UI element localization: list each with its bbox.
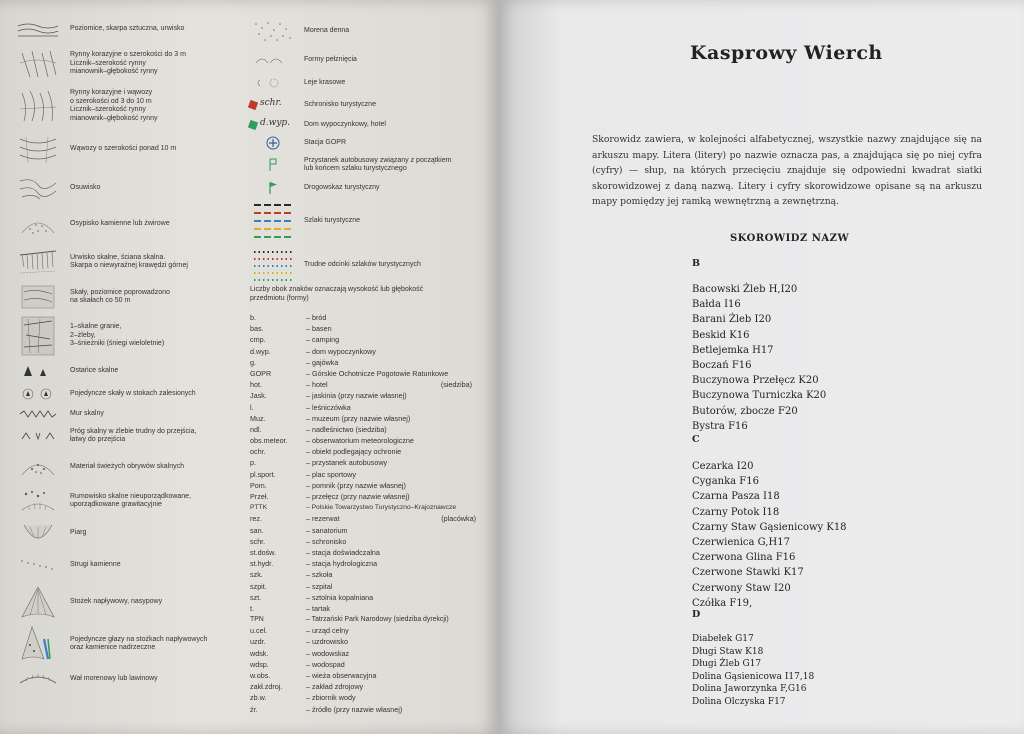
section-letter-d: D	[692, 609, 701, 620]
abbreviation-row: l. – leśniczówka	[250, 402, 351, 412]
legend-item: Szlaki turystyczne	[248, 198, 486, 244]
moraine-rampart-icon	[12, 671, 64, 687]
legend-item: Morena denna	[248, 14, 486, 48]
page-title: Kasprowy Wierch	[690, 42, 883, 64]
debris-cone-icon	[12, 521, 64, 545]
abbreviation-row: san. – sanatorium	[250, 525, 348, 535]
legend-item: Osuwisko	[12, 170, 237, 206]
index-entry: Długi Staw K18	[692, 646, 764, 657]
abbreviation-row: uzdr. – uzdrowisko	[250, 637, 348, 647]
index-entry: Czerwony Staw I20	[692, 582, 791, 594]
legend-item: Mur skalny	[12, 406, 237, 422]
legend-item: Stożek napływowy, nasypowy	[12, 582, 237, 622]
abbreviation-row: schr. – schronisko	[250, 536, 347, 546]
legend-item: Strugi kamienne	[12, 548, 237, 582]
abbreviation-row: ndl. – nadleśnictwo (siedziba)	[250, 424, 387, 434]
abbreviation-row: wdsp. – wodospad	[250, 659, 345, 669]
legend-column-terrain	[12, 14, 237, 692]
abbreviation-list	[248, 312, 486, 715]
index-entry: Czarny Staw Gąsienicowy K18	[692, 521, 847, 533]
abbreviation-row: w.obs. – wieża obserwacyjna	[250, 671, 377, 680]
index-entry: Dolina Jaworzynka F,G16	[692, 684, 807, 694]
abbreviation-row: szpit. – szpital	[250, 581, 333, 591]
rock-cliff-icon	[12, 247, 64, 277]
rock-step-icon	[12, 429, 64, 443]
abbreviation-row: hot. – hotel (siedziba)	[250, 380, 472, 390]
shallow-gully-icon	[12, 49, 64, 79]
legend-page	[0, 0, 498, 734]
index-list-d	[692, 633, 814, 708]
ground-moraine-icon	[248, 18, 298, 44]
index-entry: Buczynowa Turniczka K20	[692, 390, 827, 402]
legend-item: Rynny korazyjne o szerokości do 3 m Licznik–szerokość rynny mianownik–głębokość rynny	[12, 44, 237, 84]
bus-stop-flag-icon	[248, 157, 298, 173]
abbreviation-row: zb.w. – zbiornik wody	[250, 693, 356, 703]
contour-lines-icon	[12, 20, 64, 38]
index-list-c	[692, 459, 847, 611]
index-entry: Dolina Olczyska F17	[692, 696, 786, 707]
abbreviation-row: Przeł. – przełęcz (przy nazwie własnej)	[250, 492, 410, 501]
wide-ravine-icon	[12, 133, 64, 165]
index-entry: Czerwienica G,H17	[692, 536, 790, 548]
abbreviation-row: rez. – rezerwat (placówka)	[250, 514, 476, 524]
gully-ravine-icon	[12, 89, 64, 123]
legend-item: Pojedyncze głazy na stożkach napływowych oraz kamienice nadrzeczne	[12, 622, 237, 666]
abbreviation-row: cmp. – camping	[250, 335, 340, 345]
legend-item: Wąwozy o szerokości ponad 10 m	[12, 128, 237, 170]
abbreviation-row: b. – bród	[250, 313, 327, 322]
legend-item: Skały, poziomice poprowadzono na skałach co 50 m	[12, 282, 237, 312]
abbreviation-row: TPN – Tatrzański Park Narodowy (siedziba dyrekcji)	[250, 616, 449, 624]
abbreviation-row: g. – gajówka	[250, 357, 339, 367]
index-entry: Cezarka I20	[692, 461, 754, 472]
index-entry: Cyganka F16	[692, 476, 759, 488]
legend-item: Poziomice, skarpa sztuczna, urwisko	[12, 14, 237, 44]
abbreviation-row: Pom. – pomnik (przy nazwie własnej)	[250, 480, 406, 490]
creep-forms-icon	[248, 53, 298, 67]
rock-contours-icon	[12, 284, 64, 310]
stone-stream-icon	[12, 555, 64, 575]
rock-wall-icon	[12, 409, 64, 419]
index-entry: Czerwona Glina F16	[692, 552, 796, 564]
alluvial-cone-icon	[12, 585, 64, 619]
legend-item: Formy pełznięcia	[248, 48, 486, 72]
trail-lines-icon	[248, 201, 298, 241]
index-entry: Barani Żleb I20	[692, 314, 772, 326]
abbreviation-row: obs.meteor. – obserwatorium meteorologiczne	[250, 436, 414, 446]
index-entry: Boczań F16	[692, 359, 752, 371]
index-entry: Bystra F16	[692, 420, 748, 432]
legend-item: Pojedyncze skały w stokach zalesionych	[12, 382, 237, 406]
shelter-icon: schr.	[248, 99, 298, 111]
index-entry: Czarna Pasza I18	[692, 491, 780, 503]
legend-item: Trudne odcinki szlaków turystycznych	[248, 244, 486, 286]
landslide-icon	[12, 175, 64, 201]
section-letter-c: C	[692, 434, 700, 445]
difficult-trail-icon	[248, 248, 298, 282]
legend-item: Osypisko kamienne lub żwirowe	[12, 206, 237, 242]
rockfall-icon	[12, 455, 64, 479]
karst-funnel-icon	[248, 76, 298, 90]
abbreviation-row: Jask. – jaskinia (przy nazwie własnej)	[250, 391, 407, 401]
index-entry: Diabełek G17	[692, 634, 754, 644]
abbreviation-row: zakł.zdroj. – zakład zdrojowy	[250, 682, 364, 692]
abbreviation-row: pl.sport. – plac sportowy	[250, 469, 356, 479]
index-entry: Długi Żleb G17	[692, 659, 762, 669]
legend-item: Leje krasowe	[248, 72, 486, 94]
abbreviation-row: źr. – źródło (przy nazwie własnej)	[250, 704, 403, 714]
legend-item: Przystanek autobusowy związany z początkiem lub końcem szlaku turystycznego	[248, 152, 486, 178]
abbreviation-row: GOPR – Górskie Ochotnicze Pogotowie Ratunkowe	[250, 368, 449, 378]
index-list-b	[692, 282, 826, 434]
index-heading: SKOROWIDZ NAZW	[730, 233, 850, 244]
index-entry: Beskid K16	[692, 329, 750, 341]
index-entry: Bałda I16	[692, 299, 741, 311]
index-entry: Dolina Gąsienicowa I17,18	[692, 671, 815, 682]
abbreviation-row: wdsk. – wodowskaz	[250, 648, 350, 658]
abbreviation-row: st.dośw. – stacja doświadczalna	[250, 547, 380, 557]
legend-item: Piarg	[12, 518, 237, 548]
abbreviation-row: szk. – szkoła	[250, 570, 333, 580]
holiday-house-icon: d.wyp.	[248, 119, 298, 131]
abbreviation-row: st.hydr. – stacja hydrologiczna	[250, 559, 378, 569]
abbreviation-row: bas. – basen	[250, 324, 332, 334]
scree-icon	[12, 211, 64, 237]
boulder-field-icon	[12, 488, 64, 514]
index-entry: Czerwone Stawki K17	[692, 567, 804, 579]
rock-outcrop-icon	[12, 364, 64, 378]
legend-item: Wał morenowy lub lawinowy	[12, 666, 237, 692]
index-entry: Bacowski Żleb H,I20	[692, 284, 798, 295]
index-entry: Czarny Potok I18	[692, 506, 780, 518]
legend-item: d.wyp. Dom wypoczynkowy, hotel	[248, 116, 486, 134]
glacier-boulder-icon	[12, 625, 64, 663]
index-entry: Czółka F19,	[692, 597, 753, 609]
legend-item: Rumowisko skalne nieuporządkowane, uporządkowane grawitacyjnie	[12, 484, 237, 518]
index-introduction: Skorowidz zawiera, w kolejności alfabetycznej, wszystkie nazwy znajdujące się na arkuszu mapy. Litera (litery) po nazwie oznacza pas, a znajdująca się po niej cyfra (cyfry) — słup, na których przecięciu znajduje się odpowiedni kwadrat siatki skorowidzowej z daną nazwą. Litery i cyfry skorowidzowe opisane są na arkuszu mapy pomiędzy jej ramką wewnętrzną a zewnętrzną.	[592, 134, 982, 207]
abbreviation-row: p. – przystanek autobusowy	[250, 458, 388, 468]
index-entry: Buczynowa Przełęcz K20	[692, 375, 819, 387]
abbreviation-row: u.cel. – urząd celny	[250, 626, 349, 636]
rock-numbers-icon	[12, 315, 64, 357]
legend-item: Urwisko skalne, ściana skalna. Skarpa o niewyraźnej krawędzi górnej	[12, 242, 237, 282]
forest-rocks-icon	[12, 385, 64, 403]
index-entry: Betlejemka H17	[692, 344, 774, 356]
legend-item: Materiał świeżych obrywów skalnych	[12, 450, 237, 484]
legend-item: 1–skalne granie, 2–żleby, 3–śnieżniki (śniegi wieloletnie)	[12, 312, 237, 360]
legend-item: Ostańce skalne	[12, 360, 237, 382]
legend-item: Rynny korazyjne i wąwozy o szerokości od 3 do 10 m Licznik–szerokość rynny mianownik–głębokość rynny	[12, 84, 237, 128]
section-letter-b: B	[692, 258, 701, 269]
legend-item: Próg skalny w żlebie trudny do przejścia, łatwy do przejścia	[12, 422, 237, 450]
index-entry: Butorów, zbocze F20	[692, 405, 798, 417]
abbreviation-row: Muz. – muzeum (przy nazwie własnej)	[250, 413, 411, 423]
abbreviation-row: PTTK – Polskie Towarzystwo Turystyczno–Krajoznawcze	[250, 504, 457, 512]
signpost-flag-icon	[248, 180, 298, 196]
legend-item: schr. Schronisko turystyczne	[248, 94, 486, 116]
numbers-note: Liczby obok znaków oznaczają wysokość lub głębokość przedmiotu (formy)	[250, 286, 424, 302]
abbreviation-row: t. – tartak	[250, 603, 330, 613]
legend-item: Stacja GOPR	[248, 134, 486, 152]
legend-item: Drogowskaz turystyczny	[248, 178, 486, 198]
abbreviation-row: szt. – sztolnia kopalniana	[250, 592, 374, 602]
legend-column-tourism	[248, 14, 486, 715]
gopr-station-icon	[248, 135, 298, 151]
abbreviation-row: d.wyp. – dom wypoczynkowy	[250, 346, 376, 356]
abbreviation-row: ochr. – obiekt podlegający ochronie	[250, 447, 402, 457]
